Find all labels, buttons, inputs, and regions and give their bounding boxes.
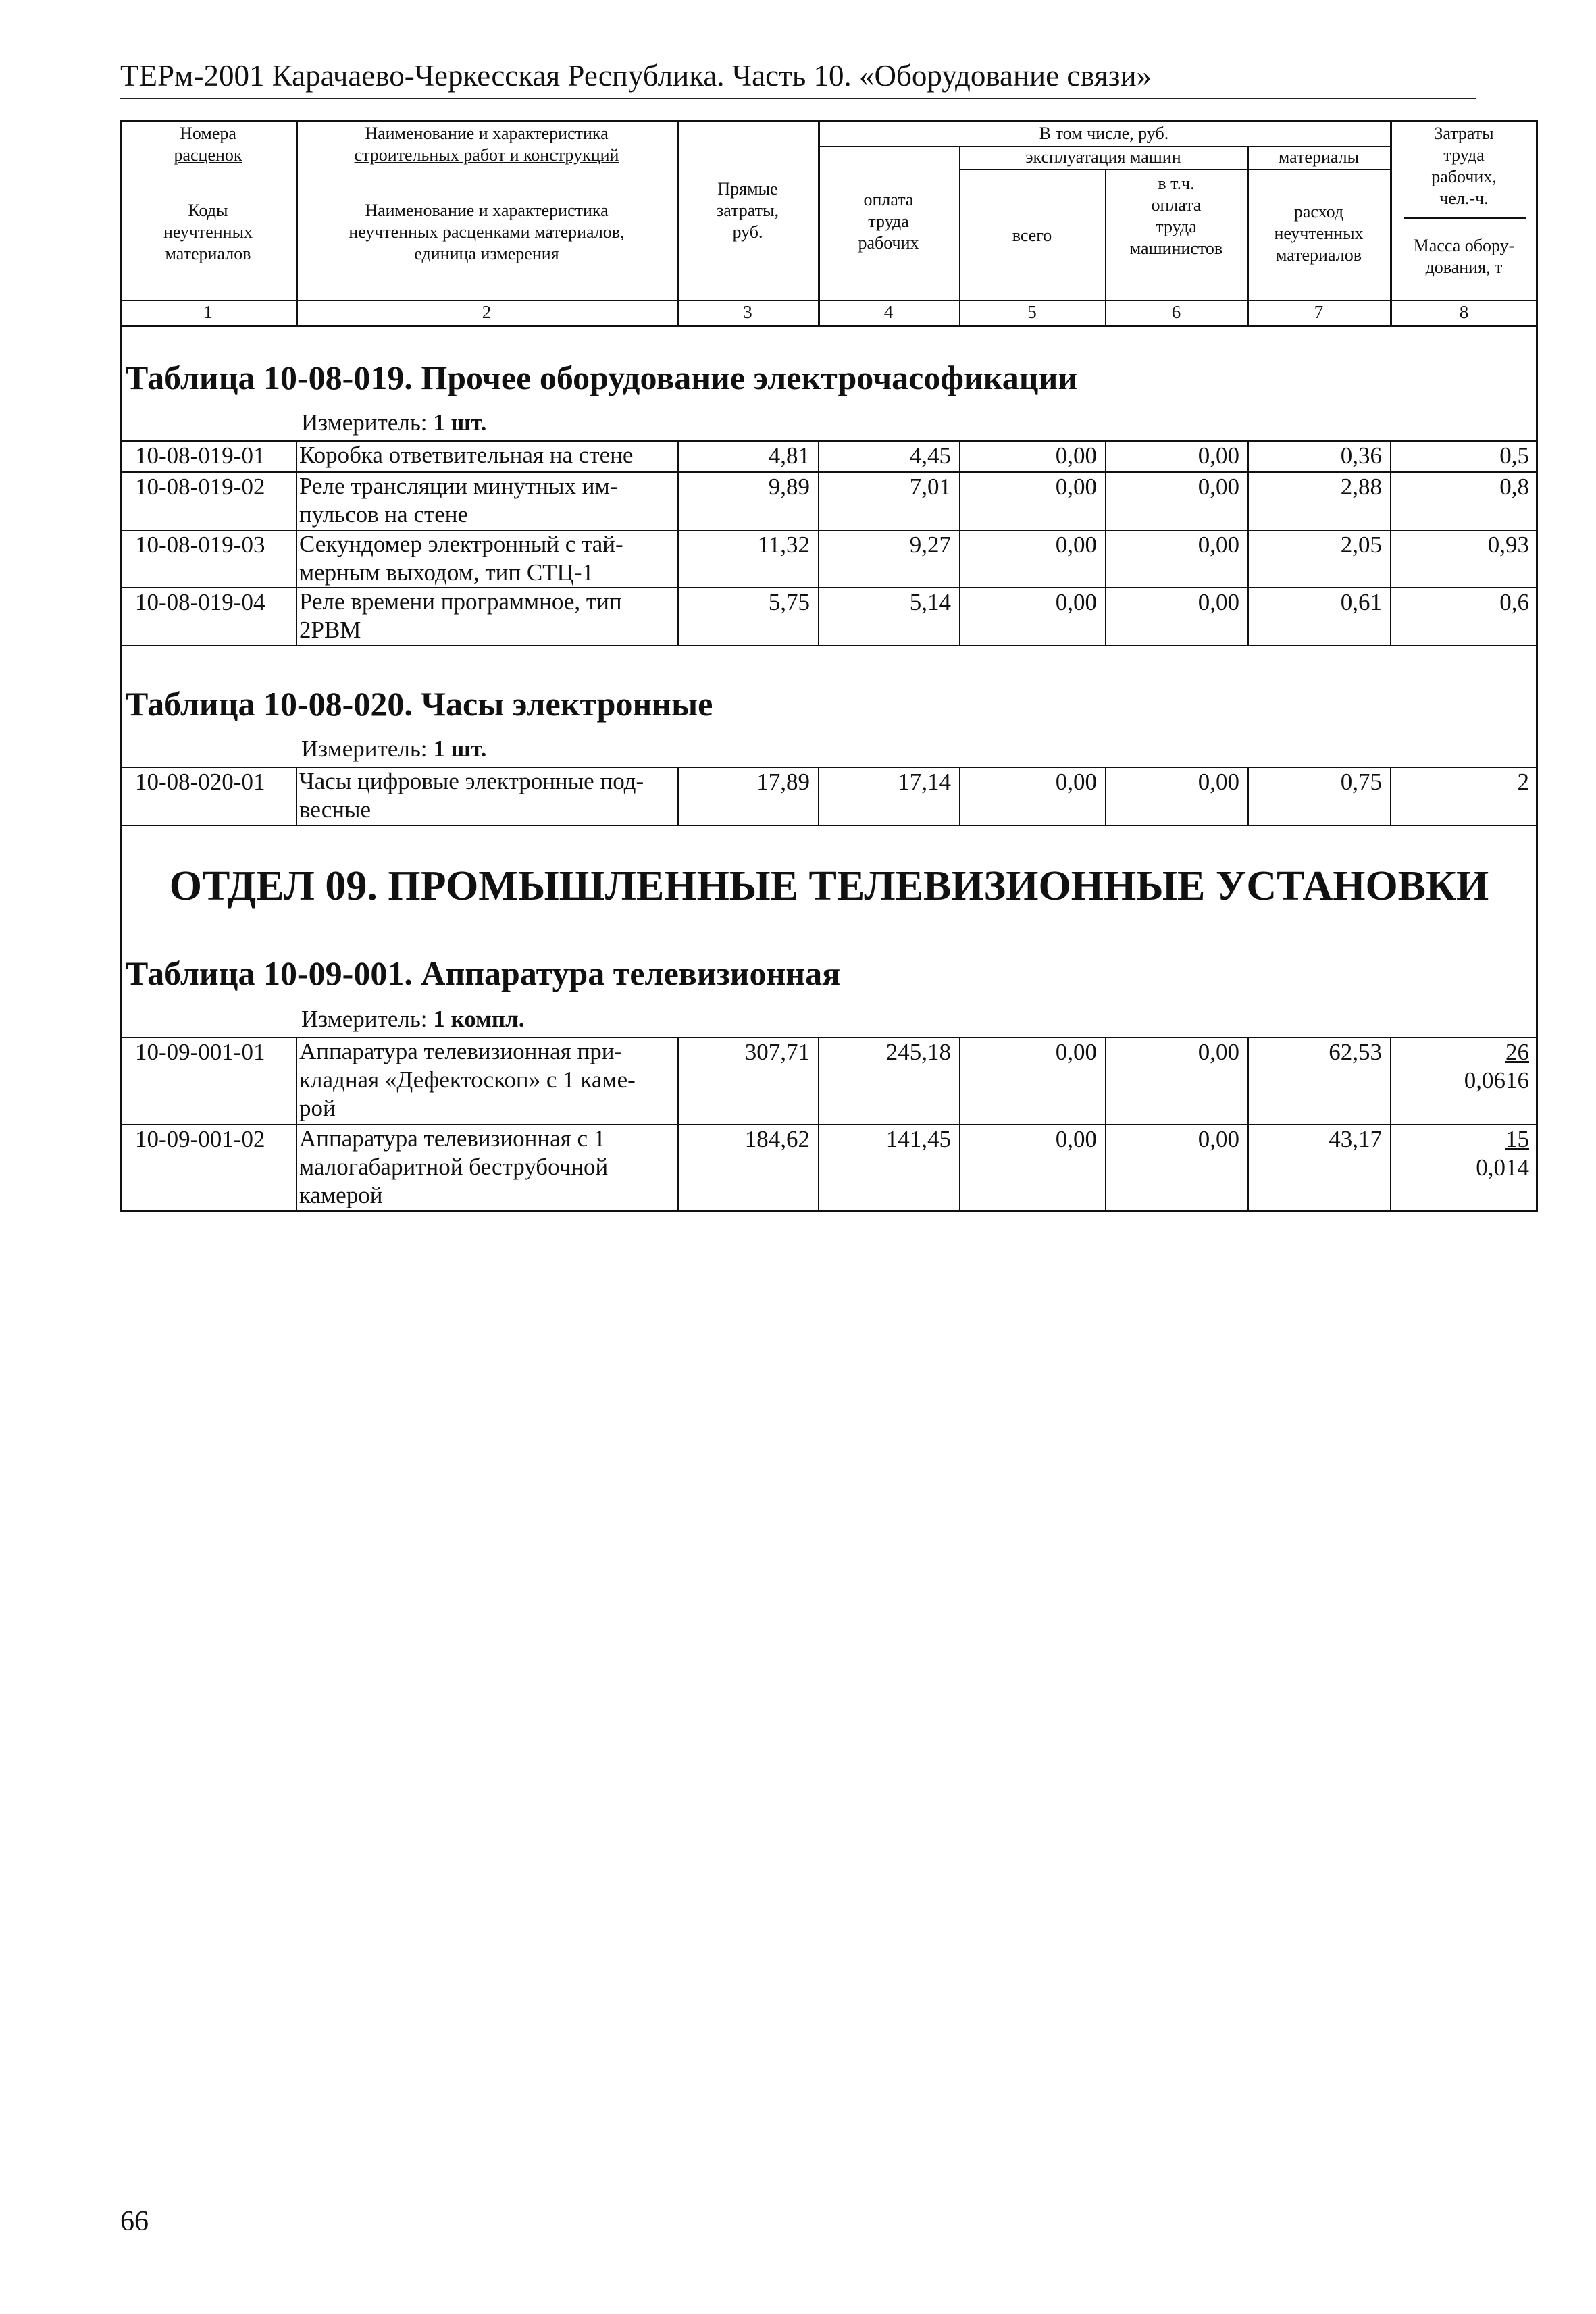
header-col1-top: Номера расценок [174, 124, 242, 165]
table-title: Таблица 10-09-001. Аппаратура телевизионная [126, 954, 841, 992]
direct-cost: 307,71 [744, 1039, 810, 1065]
machines-cost: 0,00 [1055, 473, 1097, 500]
header-rule [120, 98, 1476, 99]
page-number: 66 [120, 2206, 149, 2237]
materials-cost: 2,05 [1340, 532, 1382, 558]
header-col5: всего [1012, 226, 1052, 245]
labor-hours: 26 [1505, 1039, 1529, 1065]
rate-code: 10-08-019-03 [135, 532, 265, 558]
rate-code: 10-08-019-04 [135, 589, 265, 615]
materials-cost: 0,36 [1340, 442, 1382, 469]
table-title: Таблица 10-08-020. Часы электронные [126, 685, 713, 723]
materials-cost: 0,61 [1340, 589, 1382, 615]
rate-code: 10-09-001-01 [135, 1039, 265, 1065]
materials-cost: 43,17 [1329, 1126, 1382, 1152]
labor-hours: 0,5 [1499, 442, 1529, 469]
rate-name: Реле времени программное, тип 2РВМ [299, 588, 622, 643]
column-number: 3 [743, 302, 752, 322]
numbers-rule [120, 325, 1538, 327]
direct-cost: 184,62 [744, 1126, 810, 1152]
header-col1-bottom: Коды неучтенных материалов [163, 201, 253, 263]
rate-name: Аппаратура телевизионная с 1 малогабаритной беструбочной камерой [299, 1125, 609, 1208]
labor-hours: 0,8 [1499, 473, 1529, 500]
labor-hours: 0,93 [1487, 532, 1529, 558]
rate-code: 10-09-001-02 [135, 1126, 265, 1152]
header-col2-top: Наименование и характеристика строительных работ и конструкций [354, 124, 619, 165]
machinists-cost: 0,00 [1198, 1126, 1239, 1152]
header-col8-top: Затраты труда рабочих, чел.-ч. [1431, 124, 1497, 208]
row-rule [120, 825, 1538, 826]
machines-cost: 0,00 [1055, 1039, 1097, 1065]
header-col8-bottom: Масса обору- дования, т [1413, 236, 1515, 277]
rate-code: 10-08-019-02 [135, 473, 265, 500]
materials-cost: 62,53 [1329, 1039, 1382, 1065]
header-subgroup-machines: эксплуатация машин [1025, 147, 1181, 167]
row-rule [120, 645, 1538, 646]
rate-name: Коробка ответвительная на стене [299, 442, 634, 468]
cell-divider [296, 440, 297, 645]
running-header: ТЕРм-2001 Карачаево-Черкесская Республика. Часть 10. «Оборудование связи» [120, 59, 1152, 93]
header-col3: Прямые затраты, руб. [716, 179, 779, 242]
direct-cost: 4,81 [768, 442, 810, 469]
rate-code: 10-08-019-01 [135, 442, 265, 469]
column-number: 6 [1171, 302, 1181, 322]
table-meter: Измеритель: 1 компл. [301, 1006, 525, 1032]
machinists-cost: 0,00 [1198, 473, 1239, 500]
header-subgroup-materials: материалы [1278, 147, 1360, 167]
table-title: Таблица 10-08-019. Прочее оборудование электрочасофикации [126, 359, 1078, 396]
rate-name: Часы цифровые электронные под- весные [299, 768, 644, 823]
materials-cost: 2,88 [1340, 473, 1382, 500]
rate-code: 10-08-020-01 [135, 769, 265, 795]
header-col2-bottom: Наименование и характеристика неучтенных расценками материалов, единица измерения [349, 201, 625, 263]
labor-cost: 245,18 [885, 1039, 951, 1065]
column-number: 5 [1027, 302, 1037, 322]
labor-cost: 17,14 [898, 769, 951, 795]
cell-divider [296, 767, 297, 825]
machinists-cost: 0,00 [1198, 442, 1239, 469]
machines-cost: 0,00 [1055, 769, 1097, 795]
labor-hours: 15 [1505, 1126, 1529, 1152]
rate-name: Аппаратура телевизионная при- кладная «Дефектоскоп» с 1 каме- рой [299, 1038, 636, 1121]
equipment-mass: 0,0616 [1464, 1067, 1529, 1094]
column-number: 7 [1314, 302, 1324, 322]
labor-hours: 2 [1517, 769, 1529, 795]
header-bottom-rule [120, 300, 1538, 301]
machinists-cost: 0,00 [1198, 532, 1239, 558]
column-number: 2 [482, 302, 492, 322]
equipment-mass: 0,014 [1476, 1154, 1529, 1181]
header-col6: в т.ч. оплата труда машинистов [1129, 174, 1223, 258]
section-title: ОТДЕЛ 09. ПРОМЫШЛЕННЫЕ ТЕЛЕВИЗИОННЫЕ УСТАНОВКИ [169, 863, 1489, 909]
column-number: 1 [203, 302, 213, 322]
machinists-cost: 0,00 [1198, 589, 1239, 615]
column-number: 4 [883, 302, 894, 322]
machinists-cost: 0,00 [1198, 769, 1239, 795]
labor-cost: 9,27 [909, 532, 951, 558]
column-number: 8 [1459, 302, 1469, 322]
materials-cost: 0,75 [1340, 769, 1382, 795]
header-col7: расход неучтенных материалов [1274, 202, 1364, 265]
header-col4: оплата труда рабочих [858, 190, 919, 253]
rate-name: Реле трансляции минутных им- пульсов на стене [299, 473, 618, 528]
machines-cost: 0,00 [1055, 442, 1097, 469]
labor-cost: 7,01 [909, 473, 951, 500]
labor-hours: 0,6 [1499, 589, 1529, 615]
col8-fraction-rule [1404, 217, 1526, 219]
labor-cost: 141,45 [885, 1126, 951, 1152]
subgroup-rule [959, 169, 1390, 170]
labor-cost: 5,14 [909, 589, 951, 615]
machines-cost: 0,00 [1055, 1126, 1097, 1152]
table-meter: Измеритель: 1 шт. [301, 736, 487, 762]
cell-divider [296, 1037, 297, 1212]
direct-cost: 5,75 [768, 589, 810, 615]
direct-cost: 11,32 [757, 532, 810, 558]
header-group-label: В том числе, руб. [1039, 124, 1169, 143]
rate-name: Секундомер электронный с тай- мерным выходом, тип СТЦ-1 [299, 531, 623, 586]
machinists-cost: 0,00 [1198, 1039, 1239, 1065]
table-meter: Измеритель: 1 шт. [301, 409, 487, 436]
direct-cost: 17,89 [756, 769, 810, 795]
labor-cost: 4,45 [909, 442, 951, 469]
direct-cost: 9,89 [768, 473, 810, 500]
machines-cost: 0,00 [1055, 589, 1097, 615]
machines-cost: 0,00 [1055, 532, 1097, 558]
